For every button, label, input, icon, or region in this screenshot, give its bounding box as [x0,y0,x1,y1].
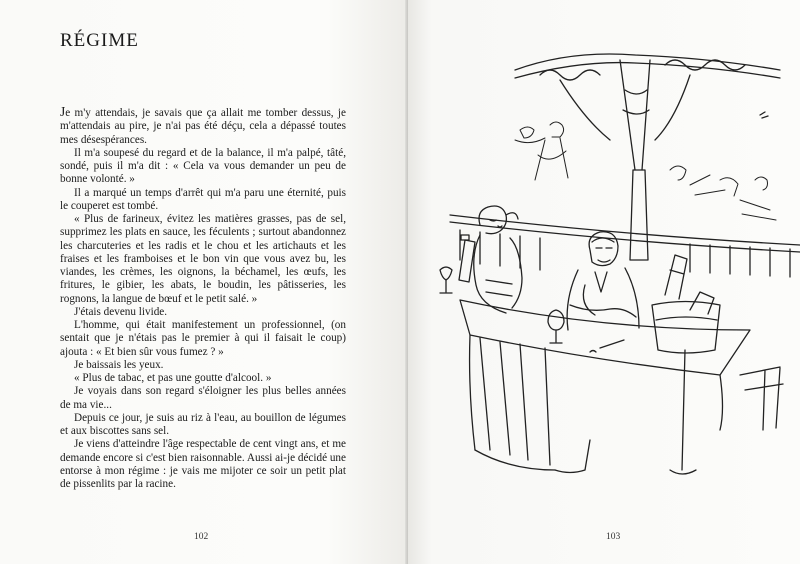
chapter-title: RÉGIME [60,30,139,51]
paragraph-9: Je voyais dans son regard s'éloigner les plus belles années de ma vie... [60,385,346,411]
paragraph-11: Je viens d'atteindre l'âge respectable de cent vingt ans, et me demande encore si c'est bien raisonnable. Aussi ai-je décidé une entorse à mon régime : je vais me mijoter ce soir un petit plat de pissenlits par la racine. [60,438,346,490]
paragraph-7: Je baissais les yeux. [74,358,164,371]
drop-cap: J [60,104,66,119]
paragraph-5: J'étais devenu livide. [74,305,168,318]
paragraph-1 [60,105,346,147]
paragraph-4: « Plus de farineux, évitez les matières grasses, pas de sel, supprimez les plats en sauce, les féculents ; surtout abandonnez les charcuteries et les radis et le chou et les artichauts et les fraises et les framboises et le bon vin que vous avez bu, les viandes, les crèmes, les oignons, la béchamel, les œufs, les fritures, le gibier, les abats, le boudin, les pâtisseries, les rognons, la langue de bœuf et le petit salé. » [60,213,346,305]
chapter-body [60,105,346,491]
paragraph-8: « Plus de tabac, et pas une goutte d'alcool. » [74,372,272,384]
wine-glass [548,310,564,343]
left-page-number: 102 [194,532,209,542]
dining-table [460,300,750,473]
paragraph-10: Depuis ce jour, je suis au riz à l'eau, au bouillon de légumes et aux biscottes sans sel. [60,411,346,437]
ice-bucket [652,255,720,474]
table-items [590,340,624,352]
arched-window-frame [515,54,780,260]
cartoon-illustration [420,30,800,530]
right-page-number: 103 [606,532,621,542]
paragraph-6: L'homme, qui était manifestement un professionnel, (on sentait que je n'étais pas le premier à qui il faisait le coup) ajouta : « Et bien sûr vous fumez ? » [60,319,346,358]
paragraph-1-text: e m'y attendais, je savais que ça allait me tomber dessus, je m'attendais au pire, je n'ai pas été déçu, cela a dépassé toutes mes désespérances. [60,107,346,146]
background-chair [740,367,783,430]
seated-man-figure [567,232,639,330]
paragraph-2: Il m'a soupesé du regard et de la balance, il m'a palpé, tâté, sondé, puis il m'a dit : « Cela va vous demander un peu de bonne volonté. » [60,146,346,186]
paragraph-3: Il a marqué un temps d'arrêt qui m'a paru une éternité, puis le couperet est tombé. [60,186,346,212]
